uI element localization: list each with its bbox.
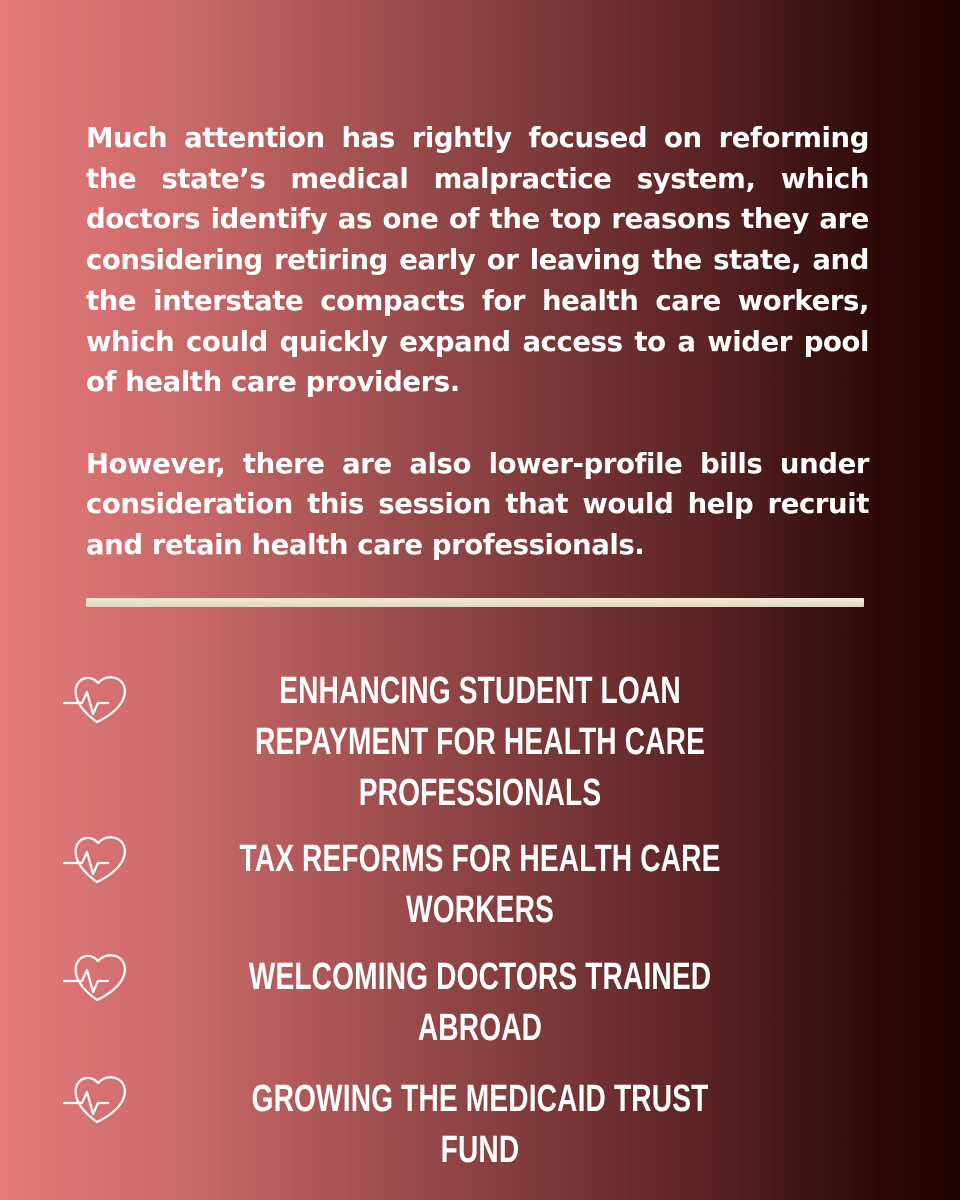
heart-pulse-icon <box>62 670 130 726</box>
list-item-label: GROWING THE MEDICAID TRUST FUND <box>251 1078 709 1171</box>
heart-pulse-icon <box>62 1070 130 1126</box>
intro-text <box>86 118 869 566</box>
heart-pulse-icon <box>62 830 130 886</box>
intro-paragraph-2: However, there are also lower-profile bills under consideration this session that would help recruit and retain health care professionals. <box>86 447 869 562</box>
heart-pulse-icon <box>62 948 130 1004</box>
list-item-label: ENHANCING STUDENT LOAN REPAYMENT FOR HEALTH CARE PROFESSIONALS <box>254 670 705 814</box>
list-item-label: TAX REFORMS FOR HEALTH CARE WORKERS <box>239 838 721 931</box>
list-item-label: WELCOMING DOCTORS TRAINED ABROAD <box>248 956 712 1049</box>
divider <box>86 598 864 607</box>
intro-paragraph-1: Much attention has rightly focused on reforming the state’s medical malpractice system, which doctors identify as one of the top reasons they are considering retiring early or leaving the state, and the interstate compacts for health care workers, which could quickly expand access to a wider pool of health care providers. <box>86 122 869 399</box>
